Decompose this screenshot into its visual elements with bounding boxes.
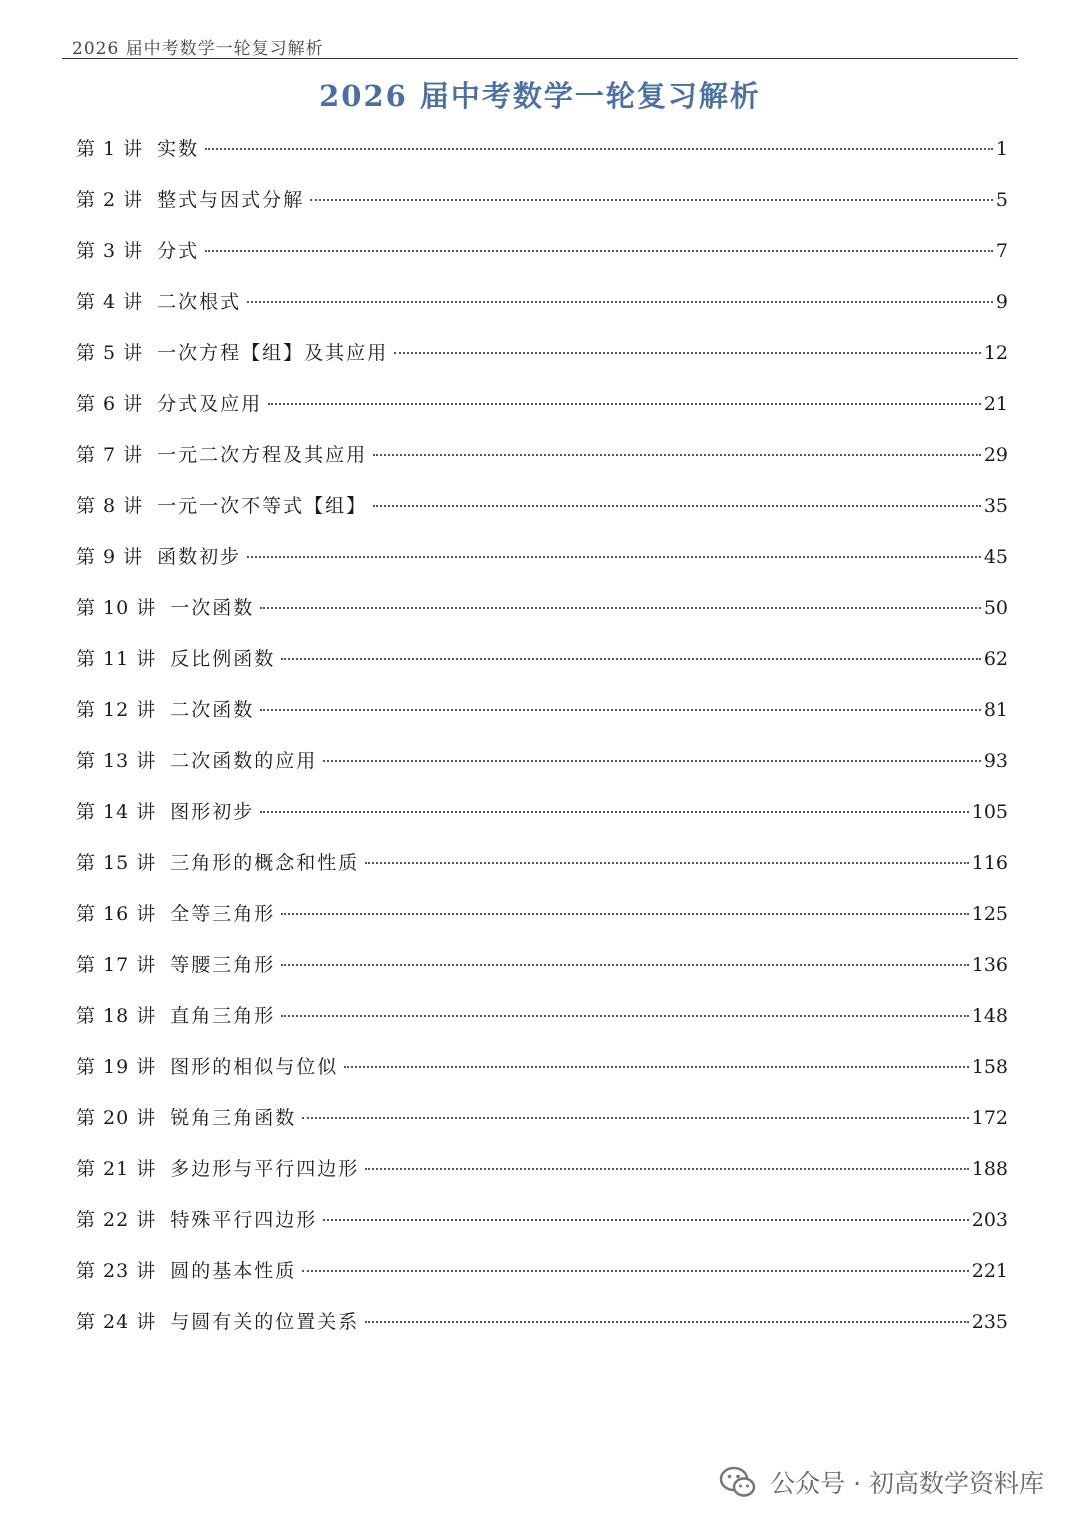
lecture-number: 第 11 讲	[76, 648, 157, 670]
lecture-number: 第 17 讲	[76, 954, 157, 976]
lecture-number: 第 15 讲	[76, 852, 157, 874]
dot-leader	[394, 352, 981, 354]
lecture-number: 第 4 讲	[76, 291, 144, 313]
watermark	[718, 1462, 1044, 1502]
page-number: 9	[995, 291, 1008, 313]
lecture-number: 第 20 讲	[76, 1107, 157, 1129]
page-number: 45	[983, 546, 1008, 568]
toc-entry[interactable]	[76, 589, 1008, 640]
page-number: 35	[983, 495, 1008, 517]
table-of-contents	[76, 130, 1008, 1354]
lecture-number: 第 22 讲	[76, 1209, 157, 1231]
lecture-number: 第 13 讲	[76, 750, 157, 772]
lecture-number: 第 18 讲	[76, 1005, 157, 1027]
toc-entry[interactable]	[76, 334, 1008, 385]
page-number: 203	[971, 1209, 1008, 1231]
lecture-number: 第 8 讲	[76, 495, 144, 517]
lecture-title: 特殊平行四边形	[170, 1209, 318, 1231]
toc-entry[interactable]	[76, 1201, 1008, 1252]
toc-entry[interactable]	[76, 895, 1008, 946]
toc-entry[interactable]	[76, 487, 1008, 538]
lecture-number: 第 2 讲	[76, 189, 144, 211]
dot-leader	[323, 760, 981, 762]
header-rule	[62, 58, 1018, 59]
page-number: 116	[971, 852, 1008, 874]
lecture-number: 第 19 讲	[76, 1056, 157, 1078]
lecture-number: 第 5 讲	[76, 342, 144, 364]
toc-entry[interactable]	[76, 1099, 1008, 1150]
lecture-number: 第 3 讲	[76, 240, 144, 262]
dot-leader	[344, 1066, 968, 1068]
toc-entry[interactable]	[76, 436, 1008, 487]
page-number: 81	[983, 699, 1008, 721]
dot-leader	[373, 505, 981, 507]
toc-entry[interactable]	[76, 1048, 1008, 1099]
lecture-title: 实数	[157, 138, 200, 160]
dot-leader	[247, 556, 981, 558]
lecture-number: 第 1 讲	[76, 138, 144, 160]
running-header: 2026 届中考数学一轮复习解析	[72, 39, 324, 59]
lecture-title: 分式及应用	[157, 393, 263, 415]
lecture-title: 与圆有关的位置关系	[170, 1311, 360, 1333]
toc-entry[interactable]	[76, 1252, 1008, 1303]
lecture-title: 一元二次方程及其应用	[157, 444, 368, 466]
dot-leader	[205, 250, 993, 252]
page-number: 188	[971, 1158, 1008, 1180]
lecture-number: 第 21 讲	[76, 1158, 157, 1180]
lecture-title: 反比例函数	[170, 648, 276, 670]
lecture-title: 等腰三角形	[170, 954, 276, 976]
page-number: 221	[971, 1260, 1008, 1282]
lecture-number: 第 24 讲	[76, 1311, 157, 1333]
lecture-number: 第 14 讲	[76, 801, 157, 823]
dot-leader	[205, 148, 993, 150]
dot-leader	[373, 454, 981, 456]
toc-entry[interactable]	[76, 946, 1008, 997]
dot-leader	[281, 913, 968, 915]
toc-entry[interactable]	[76, 283, 1008, 334]
page-number: 1	[995, 138, 1008, 160]
lecture-title: 图形的相似与位似	[170, 1056, 339, 1078]
lecture-title: 三角形的概念和性质	[170, 852, 360, 874]
page-number: 136	[971, 954, 1008, 976]
dot-leader	[365, 862, 968, 864]
dot-leader	[365, 1168, 968, 1170]
page-number: 148	[971, 1005, 1008, 1027]
page-number: 172	[971, 1107, 1008, 1129]
toc-entry[interactable]	[76, 181, 1008, 232]
lecture-title: 一元一次不等式【组】	[157, 495, 368, 517]
lecture-title: 圆的基本性质	[170, 1260, 297, 1282]
page-number: 235	[971, 1311, 1008, 1333]
dot-leader	[260, 607, 981, 609]
dot-leader	[281, 658, 981, 660]
toc-entry[interactable]	[76, 130, 1008, 181]
dot-leader	[302, 1270, 968, 1272]
dot-leader	[247, 301, 993, 303]
lecture-title: 多边形与平行四边形	[170, 1158, 360, 1180]
lecture-number: 第 9 讲	[76, 546, 144, 568]
toc-entry[interactable]	[76, 538, 1008, 589]
lecture-title: 整式与因式分解	[157, 189, 305, 211]
watermark-text: 公众号 · 初高数学资料库	[770, 1469, 1044, 1498]
page-number: 50	[983, 597, 1008, 619]
toc-entry[interactable]	[76, 640, 1008, 691]
lecture-number: 第 10 讲	[76, 597, 157, 619]
page-number: 158	[971, 1056, 1008, 1078]
lecture-title: 锐角三角函数	[170, 1107, 297, 1129]
page-number: 93	[983, 750, 1008, 772]
toc-entry[interactable]	[76, 232, 1008, 283]
lecture-title: 直角三角形	[170, 1005, 276, 1027]
dot-leader	[310, 199, 993, 201]
toc-entry[interactable]	[76, 844, 1008, 895]
page-number: 12	[983, 342, 1008, 364]
lecture-title: 一次函数	[170, 597, 255, 619]
lecture-title: 图形初步	[170, 801, 255, 823]
dot-leader	[260, 811, 968, 813]
toc-entry[interactable]	[76, 742, 1008, 793]
lecture-title: 二次函数	[170, 699, 255, 721]
toc-entry[interactable]	[76, 1303, 1008, 1354]
lecture-title: 二次根式	[157, 291, 242, 313]
toc-entry[interactable]	[76, 793, 1008, 844]
lecture-number: 第 16 讲	[76, 903, 157, 925]
dot-leader	[260, 709, 981, 711]
dot-leader	[302, 1117, 968, 1119]
lecture-number: 第 12 讲	[76, 699, 157, 721]
wechat-icon	[718, 1462, 758, 1502]
page-number: 62	[983, 648, 1008, 670]
page-number: 7	[995, 240, 1008, 262]
page-number: 105	[971, 801, 1008, 823]
lecture-title: 一次方程【组】及其应用	[157, 342, 389, 364]
dot-leader	[281, 1015, 968, 1017]
toc-entry[interactable]	[76, 1150, 1008, 1201]
lecture-title: 全等三角形	[170, 903, 276, 925]
toc-entry[interactable]	[76, 997, 1008, 1048]
lecture-title: 二次函数的应用	[170, 750, 318, 772]
toc-entry[interactable]	[76, 691, 1008, 742]
lecture-title: 分式	[157, 240, 200, 262]
dot-leader	[268, 403, 981, 405]
document-title: 2026 届中考数学一轮复习解析	[319, 79, 761, 113]
lecture-number: 第 6 讲	[76, 393, 144, 415]
dot-leader	[323, 1219, 968, 1221]
page-number: 21	[983, 393, 1008, 415]
dot-leader	[281, 964, 968, 966]
page-number: 29	[983, 444, 1008, 466]
page-number: 125	[971, 903, 1008, 925]
lecture-title: 函数初步	[157, 546, 242, 568]
toc-entry[interactable]	[76, 385, 1008, 436]
lecture-number: 第 23 讲	[76, 1260, 157, 1282]
lecture-number: 第 7 讲	[76, 444, 144, 466]
dot-leader	[365, 1321, 968, 1323]
page-number: 5	[995, 189, 1008, 211]
